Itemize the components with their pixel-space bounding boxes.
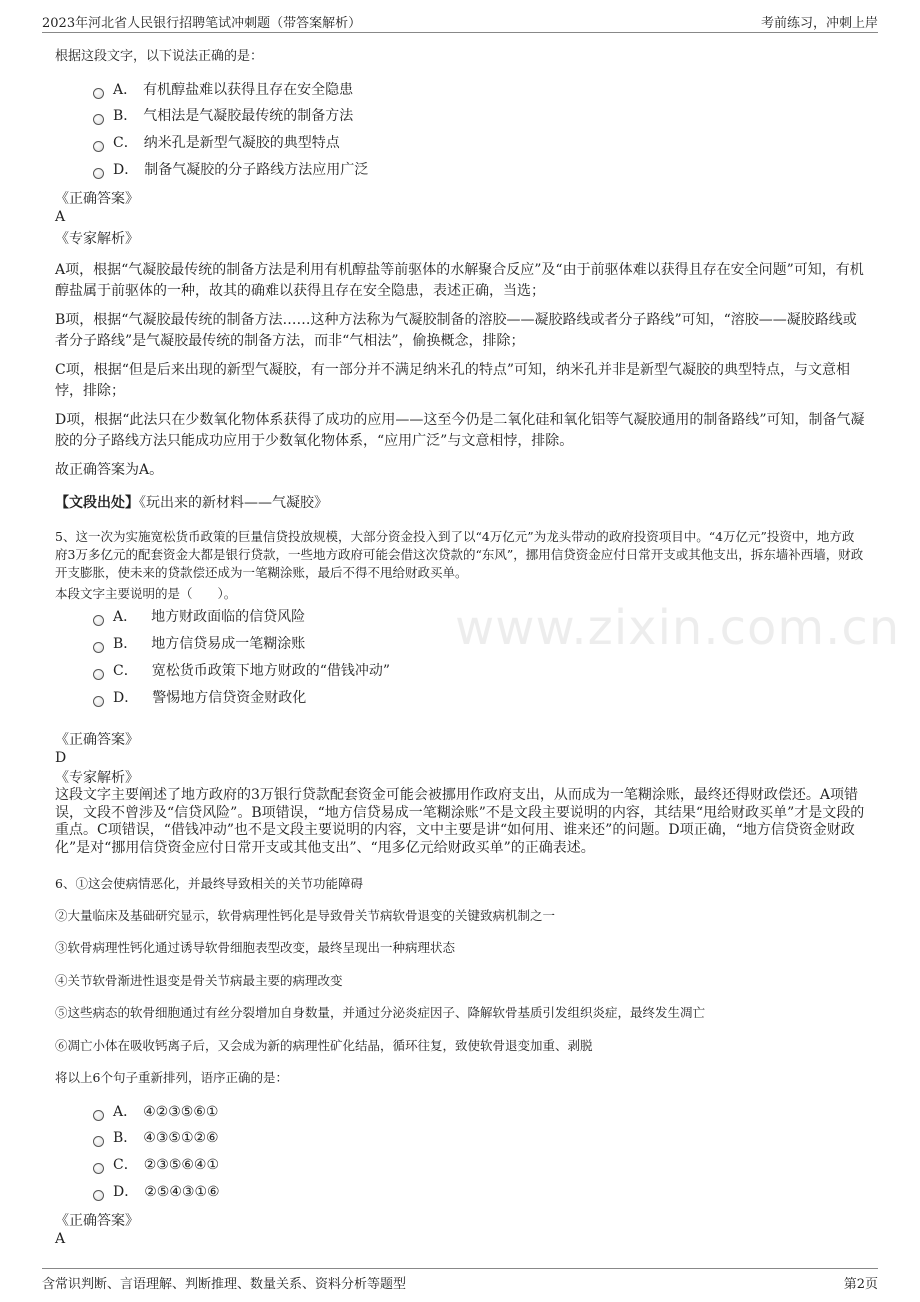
document-title: 2023年河北省人民银行招聘笔试冲刺题（带答案解析） [42, 16, 362, 31]
q4-option-d[interactable]: D． 制备气凝胶的分子路线方法应用广泛 [93, 159, 368, 181]
radio-icon[interactable] [93, 615, 104, 626]
q6-question: 将以上6个句子重新排列，语序正确的是： [55, 1070, 288, 1085]
source-label: 【文段出处】 [55, 495, 139, 511]
q5-answer: D [55, 750, 67, 766]
q5-answer-label: 《正确答案》 [55, 732, 139, 748]
q4-analysis-a: A项，根据“气凝胶最传统的制备方法是利用有机醇盐等前驱体的水解聚合反应”及“由于前驱体难以获得且存在安全问题”可知，有机醇盐属于前驱体的一种，故其的确难以获得且存在安全隐患，表述正确，当选； [55, 262, 864, 299]
q6-option-c[interactable]: C． ②③⑤⑥④① [93, 1154, 219, 1176]
q5-question: 本段文字主要说明的是（ ）。 [55, 586, 237, 601]
radio-icon[interactable] [93, 1163, 104, 1174]
q4-analysis-label: 《专家解析》 [55, 231, 139, 247]
q4-stem: 根据这段文字，以下说法正确的是： [55, 49, 264, 64]
q4-answer-label: 《正确答案》 [55, 191, 139, 207]
page-header [42, 8, 878, 33]
watermark: www.zixin.com.cn [455, 600, 901, 656]
q4-source [55, 493, 328, 514]
header-slogan: 考前练习，冲刺上岸 [760, 16, 878, 31]
q4-answer: A [55, 209, 66, 225]
q5-analysis-label: 《专家解析》 [55, 770, 139, 786]
q6-sentence-5: ⑤这些病态的软骨细胞通过有丝分裂增加自身数量，并通过分泌炎症因子、降解软骨基质引发组织炎症，最终发生凋亡 [55, 1005, 706, 1020]
q5-option-b[interactable]: B． 地方信贷易成一笔糊涂账 [93, 633, 305, 655]
q4-analysis-b: B项，根据“气凝胶最传统的制备方法……这种方法称为气凝胶制备的溶胶——凝胶路线或者分子路线”可知，“溶胶——凝胶路线或者分子路线”是气凝胶最传统的制备方法，而非“气相法”，偷换概念，排除； [55, 312, 857, 349]
q6-sentence-1: 6、①这会使病情恶化，并最终导致相关的关节功能障碍 [55, 876, 363, 891]
source-title: 《玩出来的新材料——气凝胶》 [139, 495, 328, 511]
q6-option-b[interactable]: B． ④③⑤①②⑥ [93, 1127, 219, 1149]
q5-option-a[interactable]: A． 地方财政面临的信贷风险 [93, 606, 305, 628]
q4-option-a[interactable]: A． 有机醇盐难以获得且存在安全隐患 [93, 79, 353, 101]
radio-icon[interactable] [93, 141, 104, 152]
q5-stem: 5、这一次为实施宽松货币政策的巨量信贷投放规模，大部分资金投入到了以“4万亿元”为龙头带动的政府投资项目中。“4万亿元”投资中，地方政府3万多亿元的配套资金大都是银行贷款，一些地方政府可能会借这次贷款的“东风”，挪用信贷资金应付日常开支或其他支出，拆东墙补西墙，财政开支膨胀，使未来的贷款偿还成为一笔糊涂账，最后不得不甩给财政买单。 [55, 529, 864, 580]
radio-icon[interactable] [93, 1136, 104, 1147]
q6-answer: A [55, 1231, 66, 1247]
q4-option-b[interactable]: B． 气相法是气凝胶最传统的制备方法 [93, 105, 353, 127]
page-footer [42, 1268, 878, 1293]
q6-sentence-3: ③软骨病理性钙化通过诱导软骨细胞表型改变，最终呈现出一种病理状态 [55, 940, 456, 955]
q4-option-c[interactable]: C． 纳米孔是新型气凝胶的典型特点 [93, 132, 340, 154]
q6-sentence-6: ⑥凋亡小体在吸收钙离子后，又会成为新的病理性矿化结晶，循环往复，致使软骨退变加重、剥脱 [55, 1038, 593, 1053]
q6-option-d[interactable]: D． ②⑤④③①⑥ [93, 1181, 220, 1203]
q6-option-a[interactable]: A． ④②③⑤⑥① [93, 1101, 218, 1123]
radio-icon[interactable] [93, 168, 104, 179]
q5-analysis: 这段文字主要阐述了地方政府的3万银行贷款配套资金可能会被挪用作政府支出，从而成为一笔糊涂账，最终还得财政偿还。A项错误，文段不曾涉及“信贷风险”。B项错误，“地方信贷易成一笔糊涂账”不是文段主要说明的内容，其结果“甩给财政买单”才是文段的重点。C项错误，“借钱冲动”也不是文段主要说明的内容，文中主要是讲“如何用、谁来还”的问题。D项正确，“地方信贷资金财政化”是对“挪用信贷资金应付日常开支或其他支出”、“甩多亿元给财政买单”的正确表述。 [55, 787, 865, 856]
radio-icon[interactable] [93, 1190, 104, 1201]
q6-sentence-2: ②大量临床及基础研究显示，软骨病理性钙化是导致骨关节病软骨退变的关键致病机制之一 [55, 908, 556, 923]
q6-answer-label: 《正确答案》 [55, 1213, 139, 1229]
q4-analysis-d: D项，根据“此法只在少数氧化物体系获得了成功的应用——这至今仍是二氧化硅和氧化铝等气凝胶通用的制备路线”可知，制备气凝胶的分子路线方法只能成功应用于少数氧化物体系，“应用广泛”与文意相悖，排除。 [55, 412, 865, 449]
q4-analysis-c: C项，根据“但是后来出现的新型气凝胶，有一部分并不满足纳米孔的特点”可知，纳米孔并非是新型气凝胶的典型特点，与文意相悖，排除； [55, 362, 851, 399]
radio-icon[interactable] [93, 642, 104, 653]
q4-conclusion: 故正确答案为A。 [55, 462, 164, 478]
page-number: 第2页 [843, 1277, 878, 1292]
q6-sentence-4: ④关节软骨渐进性退变是骨关节病最主要的病理改变 [55, 973, 343, 988]
radio-icon[interactable] [93, 114, 104, 125]
q5-option-d[interactable]: D． 警惕地方信贷资金财政化 [93, 687, 306, 709]
radio-icon[interactable] [93, 696, 104, 707]
radio-icon[interactable] [93, 1110, 104, 1121]
q5-option-c[interactable]: C． 宽松货币政策下地方财政的“借钱冲动” [93, 660, 390, 682]
footer-description: 含常识判断、言语理解、判断推理、数量关系、资料分析等题型 [42, 1277, 407, 1292]
radio-icon[interactable] [93, 88, 104, 99]
radio-icon[interactable] [93, 669, 104, 680]
